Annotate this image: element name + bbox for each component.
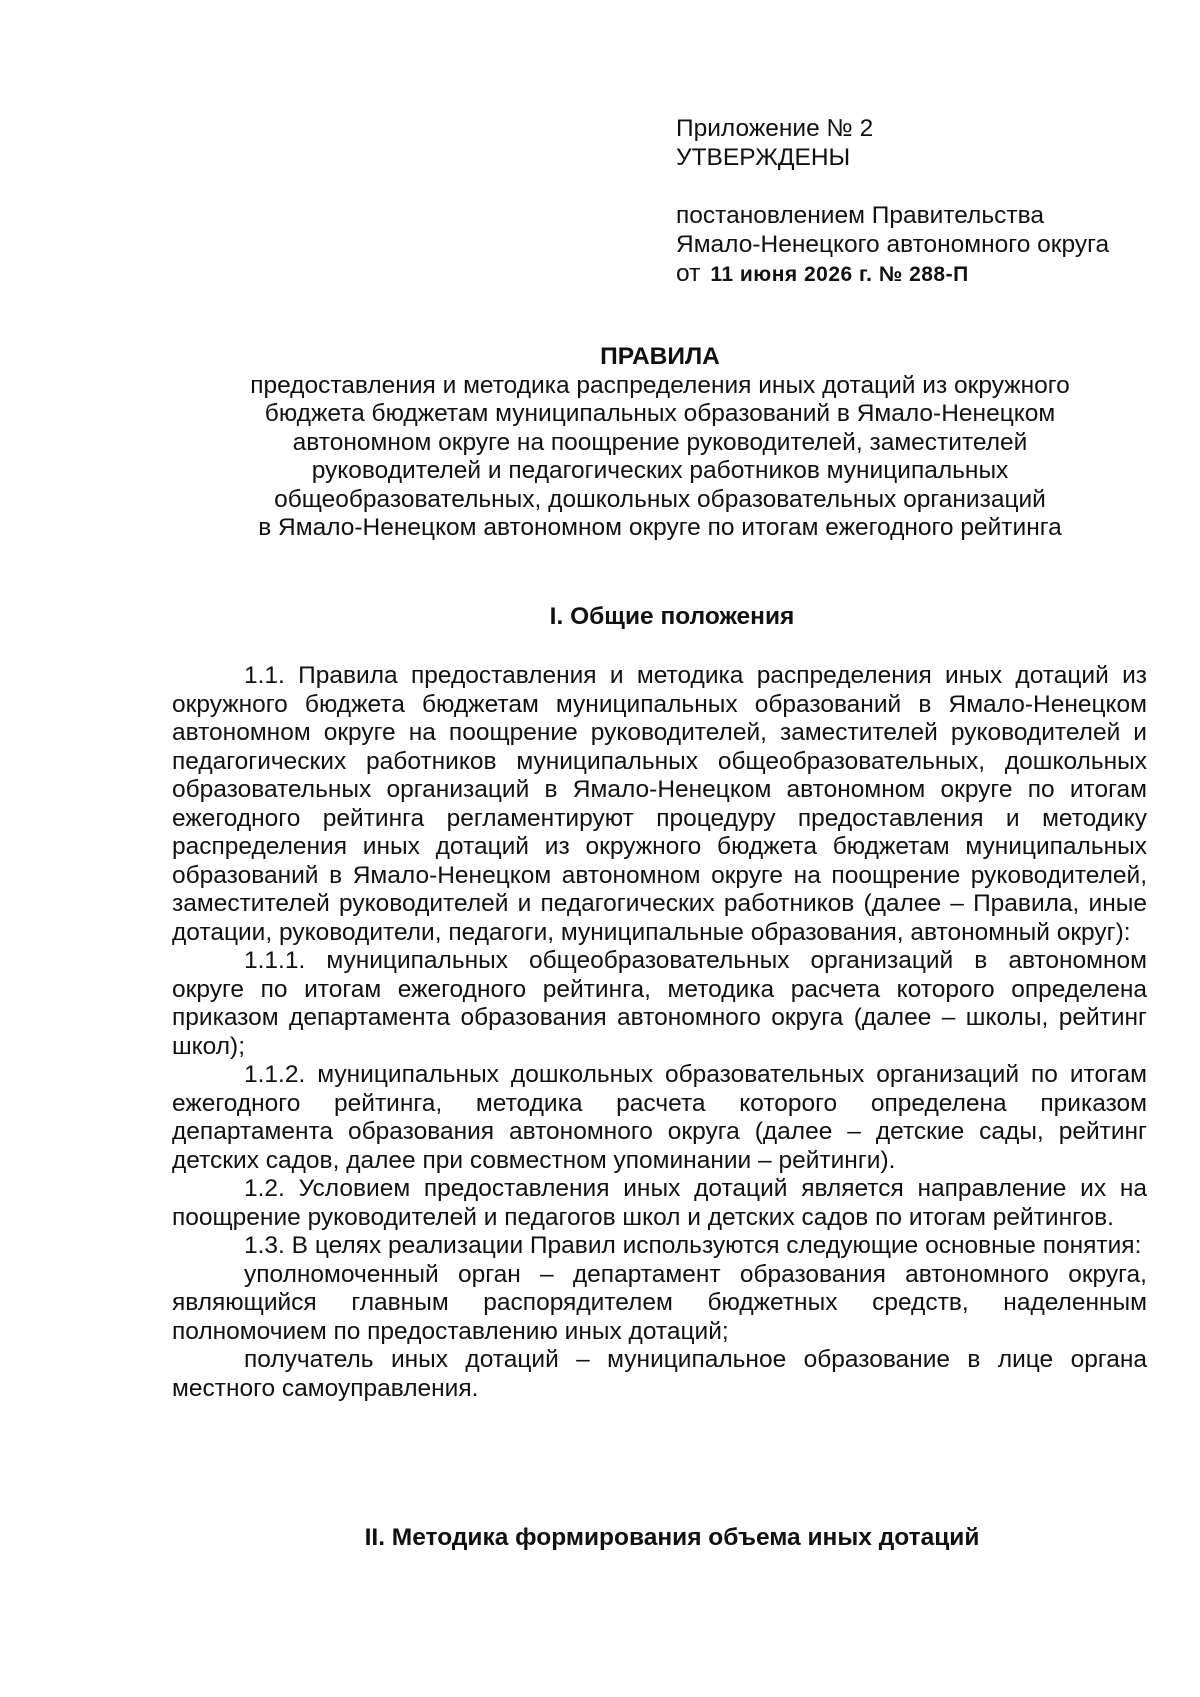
title-subtitle-line: общеобразовательных, дошкольных образовательных организаций	[274, 485, 1046, 513]
date-prefix: от	[676, 260, 701, 287]
paragraph: 1.1. Правила предоставления и методика распределения иных дотаций из окружного бюджета бюджетам муниципальных образований в Ямало-Ненецком автономном округе на поощрение руководителей, заместителей руководителей и педагогических работников муниципальных общеобразовательных, дошкольных образовательных организаций в Ямало-Ненецком автономном округе по итогам ежегодного рейтинга регламентируют процедуру предоставления и методику распределения иных дотаций из окружного бюджета бюджетам муниципальных образований в Ямало-Ненецком автономном округе на поощрение руководителей, заместителей руководителей и педагогических работников (далее – Правила, иные дотации, руководители, педагоги, муниципальные образования, автономный округ):	[172, 662, 1147, 946]
title-subtitle-line: предоставления и методика распределения иных дотаций из окружного	[250, 371, 1070, 399]
approval-block	[676, 114, 1176, 289]
paragraph: 1.1.1. муниципальных общеобразовательных организаций в автономном округе по итогам ежегодного рейтинга, методика расчета которого определена приказом департамента образования автономного округа (далее – школы, рейтинг школ);	[172, 947, 1147, 1060]
paragraph: получатель иных дотаций – муниципальное образование в лице органа местного самоуправления.	[172, 1346, 1147, 1402]
section-heading: II. Методика формирования объема иных дотаций	[364, 1524, 980, 1551]
section-body	[172, 662, 1147, 1403]
issuer-line: Ямало-Ненецкого автономного округа	[676, 231, 1110, 258]
paragraph: 1.1.2. муниципальных дошкольных образовательных организаций по итогам ежегодного рейтинга, методика расчета которого определена приказом департамента образования автономного округа (далее – детские сады, рейтинг детских садов, далее при совместном упоминании – рейтинги).	[172, 1061, 1147, 1174]
paragraph: уполномоченный орган – департамент образования автономного округа, являющийся главным распорядителем бюджетных средств, наделенным полномочием по предоставлению иных дотаций;	[172, 1260, 1147, 1345]
title-subtitle-line: бюджета бюджетам муниципальных образований в Ямало-Ненецком	[264, 400, 1056, 427]
title-subtitle-line: руководителей и педагогических работников муниципальных	[311, 457, 1009, 484]
approved-label: УТВЕРЖДЕНЫ	[676, 144, 851, 171]
issuer-line: постановлением Правительства	[676, 202, 1044, 229]
resolution-date-line	[676, 259, 1176, 289]
paragraph: 1.2. Условием предоставления иных дотаций является направление их на поощрение руководителей и педагогов школ и детских садов по итогам рейтингов.	[172, 1175, 1147, 1231]
section-heading: I. Общие положения	[549, 603, 795, 630]
appendix-number: Приложение № 2	[676, 115, 874, 142]
document-title-block	[160, 343, 1160, 543]
document-title: ПРАВИЛА	[600, 343, 720, 370]
title-subtitle-line: в Ямало-Ненецком автономном округе по итогам ежегодного рейтинга	[258, 514, 1062, 541]
paragraph: 1.3. В целях реализации Правил используются следующие основные понятия:	[244, 1232, 1142, 1259]
title-subtitle-line: автономном округе на поощрение руководителей, заместителей	[292, 428, 1028, 456]
resolution-date: 11 июня 2026 г. № 288-П	[710, 263, 969, 286]
